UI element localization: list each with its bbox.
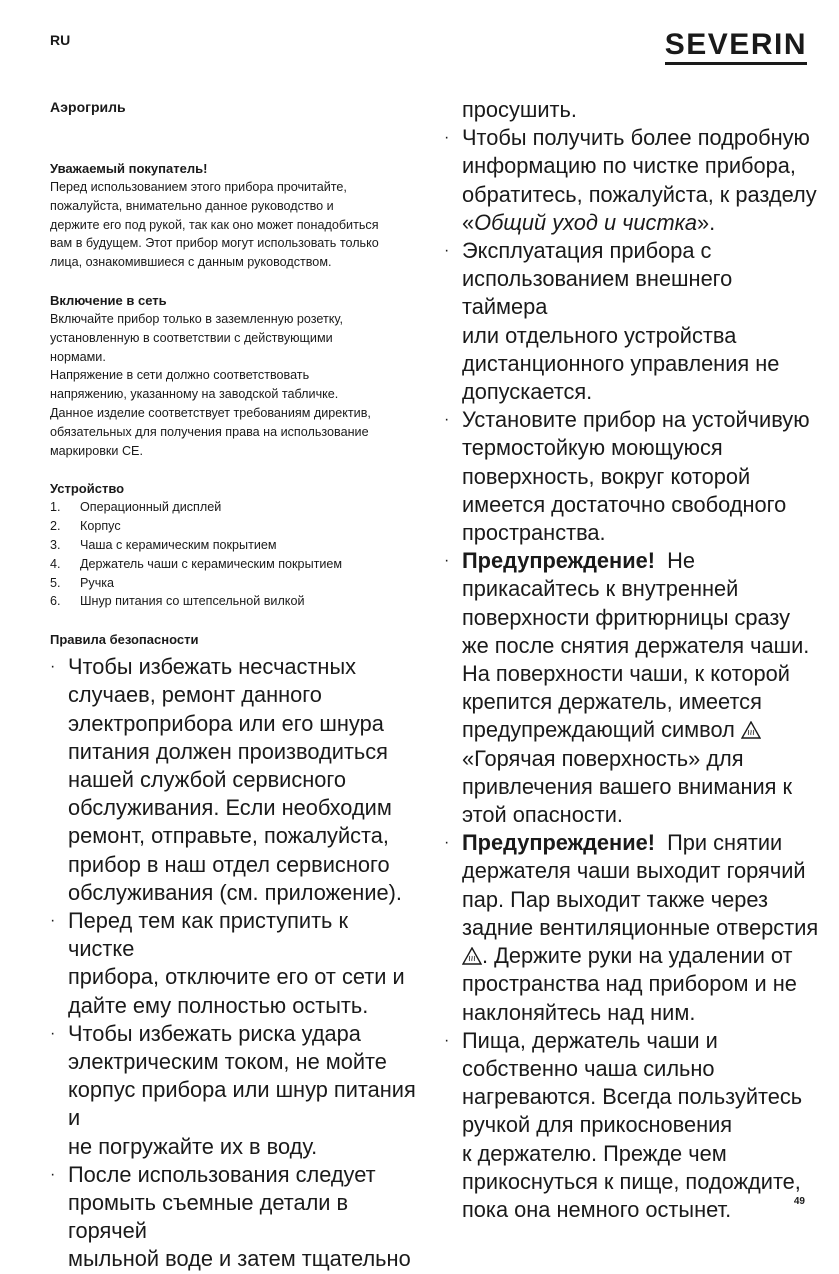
list-item <box>50 536 420 555</box>
text-line: задние вентиляционные отверстия <box>462 914 819 940</box>
bullet: · <box>50 1024 56 1042</box>
list-item <box>50 574 420 593</box>
safety-item-timer <box>444 237 819 406</box>
item-number: 6. <box>50 594 61 609</box>
text-line: этой опасности. <box>462 802 623 828</box>
text-line: Эксплуатация прибора с <box>462 238 712 264</box>
connection-section <box>50 292 420 460</box>
bullet: · <box>50 1165 56 1183</box>
brand-name: SEVERIN <box>664 28 807 61</box>
connection-line: установленную в соответствии с действующими <box>50 330 333 345</box>
text-line: Чтобы получить более подробную <box>462 125 810 151</box>
text-line: использованием внешнего таймера <box>462 266 733 320</box>
item-text: Шнур питания со штепсельной вилкой <box>80 594 305 609</box>
lang-label: RU <box>50 32 71 48</box>
text-line: Установите прибор на устойчивую <box>462 407 810 433</box>
safety-item-cleaning-off <box>50 907 420 1020</box>
quote-close: ». <box>697 209 716 235</box>
text-line: поверхность, вокруг которой <box>462 463 751 489</box>
safety-item-food-hot <box>444 1027 819 1224</box>
text-line: прибор в наш отдел сервисного <box>68 851 390 877</box>
list-item <box>50 555 420 574</box>
text-line: собственно чаша сильно <box>462 1055 715 1081</box>
right-column <box>444 96 819 1224</box>
item-number: 2. <box>50 519 61 534</box>
text-line: обратитесь, пожалуйста, к разделу <box>462 181 817 207</box>
bullet: · <box>50 658 56 676</box>
brand-logo <box>665 30 807 65</box>
device-section <box>50 480 420 611</box>
item-text: Корпус <box>80 519 121 534</box>
text-line: «Горячая поверхность» для <box>462 745 744 771</box>
page-number: 49 <box>793 1196 805 1207</box>
connection-line: Включайте прибор только в заземленную розетку, <box>50 311 343 326</box>
text-line: ручкой для прикосновения <box>462 1112 733 1138</box>
text-line: крепится держатель, имеется <box>462 689 762 715</box>
left-column <box>50 98 420 1274</box>
quote-open: « <box>462 209 475 235</box>
warning-text: предупреждающий символ <box>462 717 735 743</box>
text-line: случаев, ремонт данного <box>68 682 322 708</box>
text-line: же после снятия держателя чаши. <box>462 632 810 658</box>
brand-underline <box>665 62 807 65</box>
text-line <box>462 829 819 857</box>
connection-line: обязательных для получения права на использование <box>50 424 369 439</box>
item-text: Ручка <box>80 575 115 590</box>
warning-label: Предупреждение! <box>462 830 656 856</box>
text-line <box>462 942 819 970</box>
bullet: · <box>444 129 450 147</box>
safety-item-electric <box>50 1020 420 1161</box>
text-line: Чтобы избежать несчастных <box>68 654 357 680</box>
section-reference: Общий уход и чистка <box>474 209 698 235</box>
item-number: 3. <box>50 537 61 552</box>
list-item <box>50 498 420 517</box>
text-line: пространства. <box>462 520 606 546</box>
connection-line: напряжению, указанному на заводской табличке. <box>50 387 339 402</box>
bullet: · <box>50 911 56 929</box>
customer-section <box>50 160 420 272</box>
text-line: пока она немного остынет. <box>462 1196 732 1222</box>
item-number: 4. <box>50 556 61 571</box>
text-line: обслуживания. Если необходим <box>68 795 392 821</box>
text-line: электроприбора или его шнура <box>68 710 384 736</box>
text-line: прибора, отключите его от сети и <box>68 964 405 990</box>
connection-line: Данное изделие соответствует требованиям директив, <box>50 405 371 420</box>
text-line: пространства над прибором и не <box>462 971 797 997</box>
safety-heading: Правила безопасности <box>50 632 199 648</box>
bullet: · <box>444 1031 450 1049</box>
text-line: Пища, держатель чаши и <box>462 1027 718 1053</box>
safety-item-warning-steam <box>444 829 819 1026</box>
text-line: или отдельного устройства <box>462 322 737 348</box>
text-line: После использования следует <box>68 1161 376 1187</box>
text-line: термостойкую моющуюся <box>462 435 723 461</box>
text-line: электрическим током, не мойте <box>68 1048 387 1074</box>
text-line: наклоняйтесь над ним. <box>462 999 696 1025</box>
text-line <box>462 209 819 237</box>
text-line: обслуживания (см. приложение). <box>68 879 402 905</box>
item-text: Держатель чаши с керамическим покрытием <box>80 556 343 571</box>
device-heading: Устройство <box>50 481 125 497</box>
text-line: поверхности фритюрницы сразу <box>462 604 791 630</box>
customer-heading: Уважаемый покупатель! <box>50 161 208 176</box>
text-line: мыльной воде и затем тщательно <box>68 1246 411 1272</box>
bullet: · <box>444 834 450 852</box>
hot-surface-warning-icon <box>462 947 482 965</box>
customer-line: Перед использованием этого прибора прочитайте, <box>50 180 347 194</box>
text-line: На поверхности чаши, к которой <box>462 661 790 687</box>
list-item <box>50 592 420 611</box>
text-line <box>462 716 819 744</box>
text-line: прикасайтесь к внутренней <box>462 576 739 602</box>
safety-item-repair <box>50 653 420 907</box>
text-line: информацию по чистке прибора, <box>462 153 796 179</box>
connection-line: нормами. <box>50 349 106 364</box>
safety-list-left <box>50 653 420 1273</box>
text-line: пар. Пар выходит также через <box>462 886 768 912</box>
item-text: Чаша с керамическим покрытием <box>80 537 277 552</box>
text-line: не погружайте их в воду. <box>68 1133 318 1159</box>
text-line: корпус прибора или шнур питания и <box>68 1077 416 1131</box>
device-parts-list <box>50 498 420 611</box>
text-line: ремонт, отправьте, пожалуйста, <box>68 823 389 849</box>
warning-text: При снятии <box>667 830 783 856</box>
item-text: Операционный дисплей <box>80 500 222 515</box>
item-number: 1. <box>50 500 61 515</box>
safety-item-wash <box>50 1161 420 1274</box>
customer-line: пожалуйста, внимательно данное руководство и <box>50 198 334 213</box>
text-line: Чтобы избежать риска удара <box>68 1020 361 1046</box>
safety-item-surface <box>444 406 819 547</box>
text-line: прикоснуться к пище, подождите, <box>462 1168 801 1194</box>
text-line: привлечения вашего внимания к <box>462 773 793 799</box>
text-line: допускается. <box>462 379 593 405</box>
safety-item-cleaning-info <box>444 124 819 237</box>
item-number: 5. <box>50 575 61 590</box>
safety-item-warning-hot-surface <box>444 547 819 829</box>
customer-line: лица, ознакомившиеся с данным руководством. <box>50 255 332 270</box>
customer-line: держите его под рукой, так как оно может понадобиться <box>50 217 379 232</box>
list-item <box>50 517 420 536</box>
text-line: дистанционного управления не <box>462 350 780 376</box>
text-line: дайте ему полностью остыть. <box>68 992 369 1018</box>
warning-label: Предупреждение! <box>462 548 656 574</box>
safety-section <box>50 631 420 1273</box>
continuation-line: просушить. <box>462 97 577 122</box>
connection-line: Напряжение в сети должно соответствовать <box>50 368 310 383</box>
text-line: нашей службой сервисного <box>68 766 346 792</box>
text-line: держателя чаши выходит горячий <box>462 858 806 884</box>
text-line: к держателю. Прежде чем <box>462 1140 727 1166</box>
text-line <box>462 547 819 575</box>
page-title: Аэрогриль <box>50 99 126 115</box>
hot-surface-warning-icon <box>741 721 761 739</box>
warning-text: . Держите руки на удалении от <box>482 943 793 969</box>
warning-text: Не <box>667 548 696 574</box>
bullet: · <box>444 242 450 260</box>
text-line: питания должен производиться <box>68 738 388 764</box>
text-line: нагреваются. Всегда пользуйтесь <box>462 1084 803 1110</box>
text-line: Перед тем как приступить к чистке <box>68 907 348 962</box>
text-line: промыть съемные детали в горячей <box>68 1190 349 1244</box>
text-line: имеется достаточно свободного <box>462 491 787 517</box>
connection-line: маркировки СЕ. <box>50 443 143 458</box>
connection-heading: Включение в сеть <box>50 292 167 308</box>
bullet: · <box>444 552 450 570</box>
safety-list-right <box>444 124 819 1224</box>
customer-line: вам в будущем. Этот прибор могут использовать только <box>50 236 379 251</box>
bullet: · <box>444 411 450 429</box>
